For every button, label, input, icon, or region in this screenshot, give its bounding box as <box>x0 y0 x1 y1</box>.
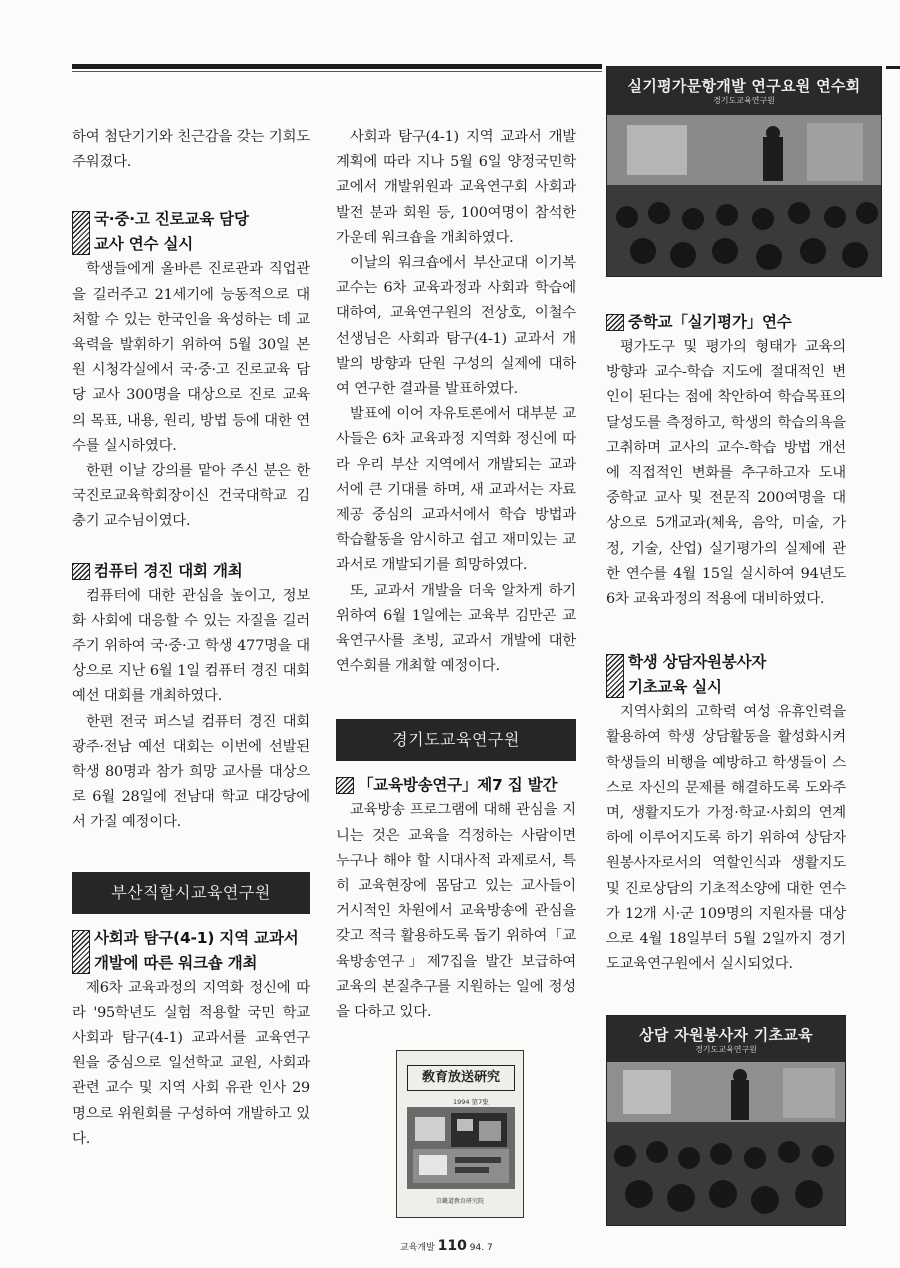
body-paragraph: 사회과 탐구(4-1) 지역 교과서 개발계획에 따라 지나 5월 6일 양정국민학교에서 개발위원과 교육연구회 사회과 발전 분과 회원 등, 100여명이 참석한 가운데 워크숍을 개최하였다. <box>336 129 576 246</box>
body-paragraph: 발표에 이어 자유토론에서 대부분 교사들은 6차 교육과정 지역화 정신에 따라 우리 부산 지역에서 개발되는 교과서에 큰 기대를 하며, 새 교과서는 자료 제공 중심의 교과서에서 학습 방법과 학습활동을 암시하고 쉽고 재미있는 교과서로 개발되기를 희망하였다. <box>336 406 576 574</box>
hatched-square-icon <box>72 211 90 255</box>
header-rule-thick <box>72 64 602 69</box>
photo-banner-text: 실기평가문항개발 연구요원 연수회 <box>627 77 861 95</box>
column-left <box>72 125 310 1152</box>
body-paragraph: 지역사회의 고학력 여성 유휴인력을 활용하여 학생 상담활동을 활성화시켜 학생들의 비행을 예방하고 학생들이 스스로 자신의 문제를 해결하도록 도와주며, 생활지도가 가정·학교·사회의 연계하에 이루어지도록 하기 위하여 상담자원봉사자로서의 역할인식과 생활지도 및 진로상담의 기초적소양에 대한 연수가 12개 시·군 109명의 지원자를 대상으로 4월 18일부터 5월 2일까지 경기도교육연구원에서 실시되었다. <box>606 704 846 973</box>
cover-artwork <box>407 1107 515 1189</box>
intro-paragraph: 하여 첨단기기와 친근감을 갖는 기회도 주워졌다. <box>72 129 310 171</box>
body-paragraph: 학생들에게 올바른 진로관과 직업관을 길러주고 21세기에 능동적으로 대처할 수 있는 한국인을 육성하는 데 교육력을 발휘하기 위하여 5월 30일 본원 시청각실에서 국·중·고 진로교육 담당 교사 300명을 대상으로 진로 교육의 목표, 내용, 원리, 방법 등에 대한 연수를 실시하였다. <box>72 261 310 454</box>
body-paragraph: 교육방송 프로그램에 대해 관심을 지니는 것은 교육을 걱정하는 사람이면 누구나 해야 할 시대사적 과제로서, 특히 교육현장에 몸담고 있는 교사들이 거시적인 차원에서 교육방송에 관심을 갖고 적극 활용하도록 돕기 위하여「교육방송연구」제7집을 발간 보급하여 교육의 본질추구를 지원하는 일에 정성을 다하고 있다. <box>336 802 576 1021</box>
section-heading-line-2: 기초교육 실시 <box>628 678 722 697</box>
section-heading-performance-assessment <box>606 310 846 335</box>
section-heading-line-1: 학생 상담자원봉사자 <box>628 653 767 672</box>
section-heading-counseling-volunteers <box>606 650 846 700</box>
footer-date: 94. 7 <box>469 1243 493 1253</box>
body-paragraph: 한편 이날 강의를 맡아 주신 분은 한국진로교육학회장이신 건국대학교 김충기 교수님이였다. <box>72 463 310 530</box>
hatched-square-icon <box>606 314 624 331</box>
body-paragraph: 제6차 교육과정의 지역화 정신에 따라 '95학년도 실험 적용할 국민 학교 사회과 탐구(4-1) 교과서를 교육연구원을 중심으로 일선학교 교원, 사회과 관련 교수 및 지역 사회 유관 인사 29명으로 위원회를 구성하여 개발하고 있다. <box>72 979 310 1147</box>
hatched-square-icon <box>72 930 90 974</box>
photo-banner-subtext: 경기도교육연구원 <box>713 96 775 105</box>
section-heading-line-2: 개발에 따른 워크숍 개최 <box>94 953 258 972</box>
body-paragraph: 이날의 워크숍에서 부산교대 이기복 교수는 6차 교육과정과 사회과 학습에 대하여, 교육연구원의 전상호, 이철수 선생님은 사회과 탐구(4-1) 교과서 개발의 방향과 단원 구성의 실제에 대하여 연구한 결과를 발표하였다. <box>336 255 576 398</box>
journal-cover-image <box>396 1050 524 1218</box>
photo-banner-subtext: 경기도교육연구원 <box>695 1045 757 1054</box>
hatched-square-icon <box>336 777 354 794</box>
header-rule-right <box>886 66 900 69</box>
section-heading-line-1: 「교육방송연구」제7 집 발간 <box>358 776 558 795</box>
hatched-square-icon <box>606 654 624 698</box>
page-footer <box>400 1238 493 1254</box>
column-right <box>606 310 846 977</box>
column-middle <box>336 125 576 1025</box>
photo-performance-assessment-training <box>606 66 882 277</box>
footer-label: 교육개발 <box>400 1243 435 1253</box>
body-paragraph: 또, 교과서 개발을 더욱 알차게 하기 위하여 6월 1일에는 교육부 김만곤 교육연구사를 초빙, 교과서 개발에 대한 연수회를 개최할 예정이다. <box>336 582 576 675</box>
section-heading-broadcast-journal <box>336 773 576 798</box>
photo-banner-text: 상담 자원봉사자 기초교육 <box>639 1026 813 1044</box>
page-number: 110 <box>437 1238 467 1254</box>
institute-banner-busan: 부산직할시교육연구원 <box>72 872 310 914</box>
section-heading-social-workshop <box>72 926 310 976</box>
section-heading-line-2: 교사 연수 실시 <box>94 235 194 254</box>
section-heading-line-1: 컴퓨터 경진 대회 개최 <box>94 561 243 580</box>
section-heading-line-1: 사회과 탐구(4-1) 지역 교과서 <box>94 928 299 947</box>
section-heading-career-training <box>72 207 310 257</box>
hatched-square-icon <box>72 563 90 580</box>
body-paragraph: 한편 전국 퍼스널 컴퓨터 경진 대회 광주·전남 예선 대회는 이번에 선발된 학생 80명과 참가 희망 교사를 대상으로 6월 28일에 전남대 학교 대강당에서 가질 예정이다. <box>72 713 310 831</box>
photo-counseling-volunteer-education <box>606 1015 846 1226</box>
cover-date: 1994 第7集 <box>453 1098 489 1106</box>
section-heading-line-1: 중학교「실기평가」연수 <box>628 313 792 331</box>
body-paragraph: 평가도구 및 평가의 형태가 교육의 방향과 교수-학습 지도에 절대적인 변인이 된다는 점에 착안하여 학습목표의 달성도를 측정하고, 학생의 학습의욕을 고취하며 교사의 교수-학습 방법 개선에 직접적인 변화를 추구하고자 도내 중학교 교사 및 전문직 200여명을 대상으로 5개교과(체육, 음악, 미술, 가정, 기술, 산업) 실기평가의 실제에 관한 연수를 4월 15일 실시하여 94년도 6차 교육과정의 적용에 대비하였다. <box>606 339 846 608</box>
cover-title: 敎育放送硏究 <box>407 1065 515 1091</box>
body-paragraph: 컴퓨터에 대한 관심을 높이고, 정보화 사회에 대응할 수 있는 자질을 길러주기 위하여 국·중·고 학생 477명을 대상으로 지난 6월 1일 컴퓨터 경진 대회 예선 대회를 개최하였다. <box>72 587 310 705</box>
section-heading-line-1: 국·중·고 진로교육 담당 <box>94 210 249 229</box>
institute-banner-gyeonggi: 경기도교육연구원 <box>336 719 576 761</box>
header-rule-thin <box>72 71 602 72</box>
section-heading-computer-contest <box>72 559 310 584</box>
cover-publisher: 京畿道敎育硏究院 <box>435 1198 484 1205</box>
